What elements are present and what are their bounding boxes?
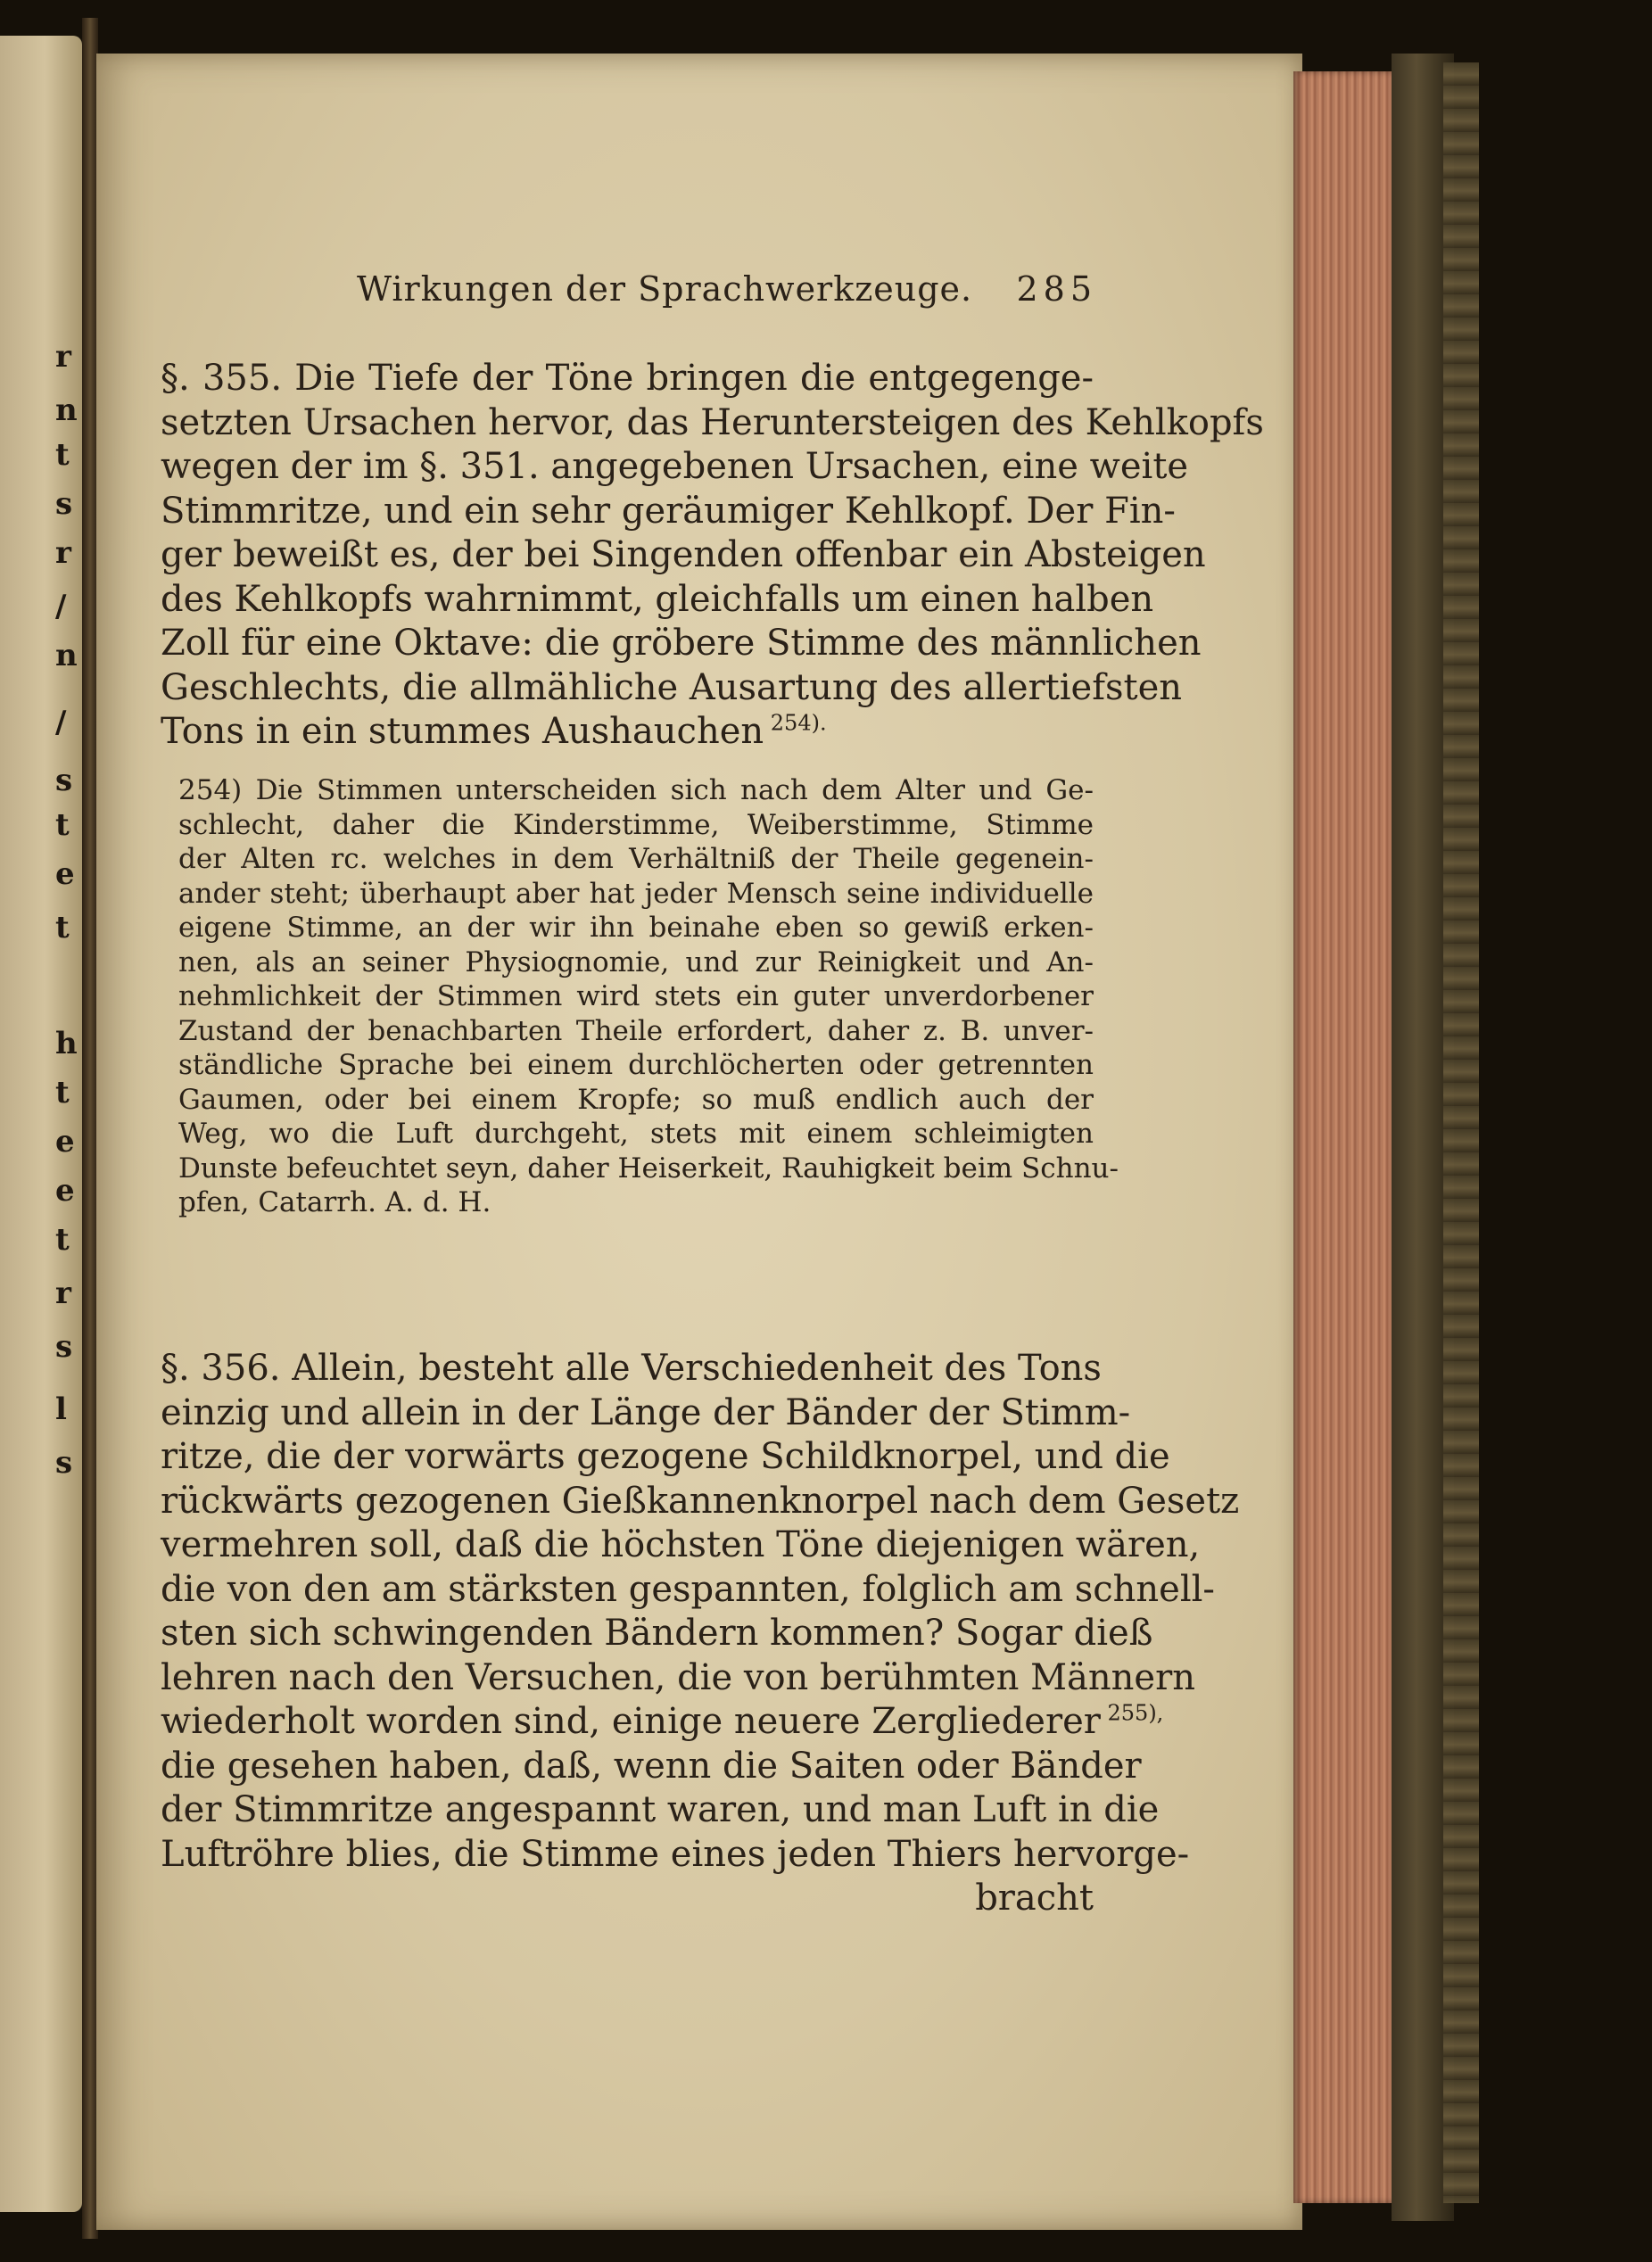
facing-page-letter: l <box>55 1391 67 1427</box>
text-line: Stimmritze, und ein sehr geräumiger Kehlkopf. Der Fin- <box>161 490 1176 532</box>
facing-page-letter: h <box>55 1026 78 1061</box>
facing-page-letter: s <box>55 1329 73 1365</box>
facing-page-letter: e <box>55 1124 75 1160</box>
facing-page-letter: r <box>55 339 71 375</box>
paragraph-356 <box>161 1347 1240 1921</box>
footnote-reference: 255), <box>1100 1700 1164 1726</box>
text-line: des Kehlkopfs wahrnimmt, gleichfalls um einen halben <box>161 578 1154 620</box>
text-line: lehren nach den Versuchen, die von berühmten Männern <box>161 1656 1195 1698</box>
text-line: ger beweißt es, der bei Singenden offenbar ein Absteigen <box>161 534 1206 575</box>
text-line: Dunste befeuchtet seyn, daher Heiserkeit, Rauhigkeit beim Schnu- <box>178 1152 1119 1185</box>
text-line: einzig und allein in der Länge der Bänder der Stimm- <box>161 1391 1131 1433</box>
text-line: setzten Ursachen hervor, das Heruntersteigen des Kehlkopfs <box>161 401 1264 443</box>
page-header <box>259 269 1097 319</box>
facing-page-letter: s <box>55 486 73 522</box>
text-line <box>161 710 1094 755</box>
facing-page-letter: t <box>55 1222 70 1258</box>
text-line: die von den am stärksten gespannten, folglich am schnell- <box>161 1568 1215 1610</box>
facing-page-letter: r <box>55 1275 71 1311</box>
text-line: ständliche Sprache bei einem durchlöcherten oder getrennten <box>178 1049 1094 1081</box>
footnote-reference: 254). <box>764 710 827 736</box>
text-line-content: wiederholt worden sind, einige neuere Zergliederer <box>161 1701 1101 1742</box>
text-line: wegen der im §. 351. angegebenen Ursachen, eine weite <box>161 446 1189 487</box>
text-line: Gaumen, oder bei einem Kropfe; so muß endlich auch der <box>178 1083 1094 1116</box>
text-line: Zustand der benachbarten Theile erfordert, daher z. B. unver- <box>178 1014 1094 1047</box>
text-line: nehmlichkeit der Stimmen wird stets ein guter unverdorbener <box>178 980 1094 1012</box>
facing-page-letter: t <box>55 910 70 945</box>
facing-page-letter: r <box>55 535 71 571</box>
facing-page-letter: n <box>55 392 78 428</box>
facing-page-letter: / <box>55 705 67 740</box>
text-line: Luftröhre blies, die Stimme eines jeden Thiers hervorge- <box>161 1833 1190 1875</box>
facing-page-letter: s <box>55 763 73 798</box>
footnote-254 <box>178 773 1119 1220</box>
facing-page-letter: t <box>55 807 70 843</box>
text-line: sten sich schwingenden Bändern kommen? Sogar dieß <box>161 1613 1153 1654</box>
text-line: vermehren soll, daß die höchsten Töne diejenigen wären, <box>161 1524 1201 1565</box>
facing-page-letter: e <box>55 856 75 892</box>
text-line: schlecht, daher die Kinderstimme, Weiberstimme, Stimme <box>178 808 1094 841</box>
text-line: Geschlechts, die allmähliche Ausartung des allertiefsten <box>161 666 1183 708</box>
text-line-content: Tons in ein stummes Aushauchen <box>161 711 764 752</box>
page-number: 285 <box>1016 269 1097 309</box>
facing-page-letter: t <box>55 1075 70 1110</box>
text-line: rückwärts gezogenen Gießkannenknorpel nach dem Gesetz <box>161 1480 1240 1522</box>
facing-page-letter: e <box>55 1173 75 1209</box>
text-line: ander steht; überhaupt aber hat jeder Mensch seine individuelle <box>178 877 1094 910</box>
text-line: Weg, wo die Luft durchgeht, stets mit einem schleimigten <box>178 1118 1094 1150</box>
text-line: §. 355. Die Tiefe der Töne bringen die entgegenge- <box>161 358 1094 399</box>
text-line: der Stimmritze angespannt waren, und man Luft in die <box>161 1789 1160 1830</box>
text-line: ritze, die der vorwärts gezogene Schildknorpel, und die <box>161 1436 1170 1477</box>
text-line: die gesehen haben, daß, wenn die Saiten oder Bänder <box>161 1745 1142 1787</box>
text-line: pfen, Catarrh. A. d. H. <box>178 1186 491 1218</box>
paragraph-355 <box>161 357 1264 755</box>
text-line: §. 356. Allein, besteht alle Verschiedenheit des Tons <box>161 1348 1102 1389</box>
running-head: Wirkungen der Sprachwerkzeuge. <box>357 269 973 309</box>
facing-page-letter: s <box>55 1445 73 1481</box>
text-line: 254) Die Stimmen unterscheiden sich nach dem Alter und Ge- <box>178 774 1094 806</box>
text-line: nen, als an seiner Physiognomie, und zur Reinigkeit und An- <box>178 945 1094 978</box>
facing-page-letter: t <box>55 437 70 473</box>
facing-page-letter: / <box>55 589 67 624</box>
catchword: bracht <box>975 1878 1094 1919</box>
text-line: Zoll für eine Oktave: die gröbere Stimme des männlichen <box>161 623 1202 664</box>
text-line <box>161 1700 1164 1745</box>
text-line: eigene Stimme, an der wir ihn beinahe eben so gewiß erken- <box>178 912 1094 944</box>
facing-page-letter: n <box>55 638 78 673</box>
text-line: der Alten rc. welches in dem Verhältniß der Theile gegenein- <box>178 843 1094 875</box>
